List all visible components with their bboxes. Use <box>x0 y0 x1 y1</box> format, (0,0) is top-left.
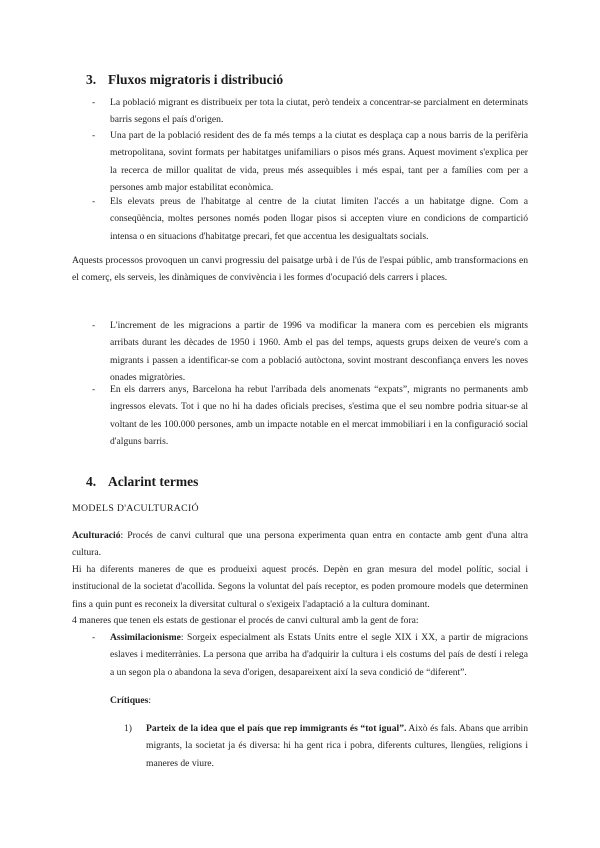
list-item: - L'increment de les migracions a partir de 1996 va modificar la manera com es percebien els migrants arribats durant les dècades de 1950 i 1960. Amb el pas del temps, aquests grups deixen de veure's com a migrants i passen a identificar-se com a població autòctona, sovint mostrant desconfiança envers les noves onades migratòries. <box>92 320 528 384</box>
list-item: - La població migrant es distribueix per tota la ciutat, però tendeix a concentrar-se parcialment en determinats barris segons el país d'origen. <box>92 97 528 126</box>
list-item: - Una part de la població resident des de fa més temps a la ciutat es desplaça cap a nous barris de la perifèria metropolitana, sovint formats per habitatges unifamiliars o pisos més grans. Aquest moviment s'explica per la recerca de millor qualitat de vida, preus més assequibles i més espai, tant per a famílies com per a persones amb major estabilitat econòmica. <box>92 130 528 194</box>
item-number: 1) <box>124 723 132 734</box>
list-item: - Els elevats preus de l'habitatge al centre de la ciutat limiten l'accés a un habitatge digne. Com a conseqüència, moltes persones només poden llogar pisos si accepten viure en condicions de compartició intensa o en situacions d'habitatge precari, fet que accentua les desigualtats socials. <box>92 196 528 242</box>
numbered-item: 1) Parteix de la idea que el país que rep immigrants és “tot igual”. Això és fals. Abans que arribin migrants, la societat ja és diversa: hi ha gent rica i pobra, diferents cultures, llengües, religions i maneres de viure. <box>146 720 528 772</box>
section-title: Fluxos migratoris i distribució <box>108 72 284 87</box>
paragraph: Hi ha diferents maneres de que es produeixi aquest procés. Depèn en gran mesura del model polític, social i institucional de la societat d'acollida. Segons la voluntat del país receptor, es poden promoure models que determinen fins a quin punt es reconeix la diversitat cultural o s'exigeix l'adaptació a la cultura dominant. <box>72 564 528 610</box>
list-item: - Assimilacionisme: Sorgeix especialment als Estats Units entre el segle XIX i XX, a partir de migracions eslaves i mediterrànies. La persona que arriba ha d'adquirir la cultura i els costums del país de destí i relega a un segon pla o abandona la seva d'origen, desapareixent així la seva condició de “diferent”. <box>92 632 528 678</box>
paragraph: 4 maneres que tenen els estats de gestionar el procés de canvi cultural amb la gent de fora: <box>72 615 419 626</box>
section-3-heading <box>86 72 283 88</box>
paragraph: Aquests processos provoquen un canvi progressiu del paisatge urbà i de l'ús de l'espai públic, amb transformacions en el comerç, els serveis, les dinàmiques de convivència i les formes d'ocupació dels carrers i places. <box>72 255 528 284</box>
section-number: 3. <box>86 72 97 87</box>
critiques-label: Crítiques: <box>110 695 152 706</box>
term: Assimilacionisme <box>110 632 181 643</box>
section-number: 4. <box>86 474 97 489</box>
subheading: MODELS D'ACULTURACIÓ <box>72 503 199 514</box>
list-item: - En els darrers anys, Barcelona ha rebut l'arribada dels anomenats “expats”, migrants no permanents amb ingressos elevats. Tot i que no hi ha dades oficials precises, s'estima que el seu nombre podria situar-se al voltant de les 100.000 persones, amb un impacte notable en el mercat immobiliari i en la configuració social d'alguns barris. <box>92 384 528 448</box>
section-4-heading <box>86 474 198 490</box>
section-title: Aclarint termes <box>108 474 199 489</box>
term: Aculturació <box>72 530 121 541</box>
definition-paragraph: Aculturació: Procés de canvi cultural que una persona experimenta quan entra en contacte amb gent d'una altra cultura. <box>72 530 528 559</box>
